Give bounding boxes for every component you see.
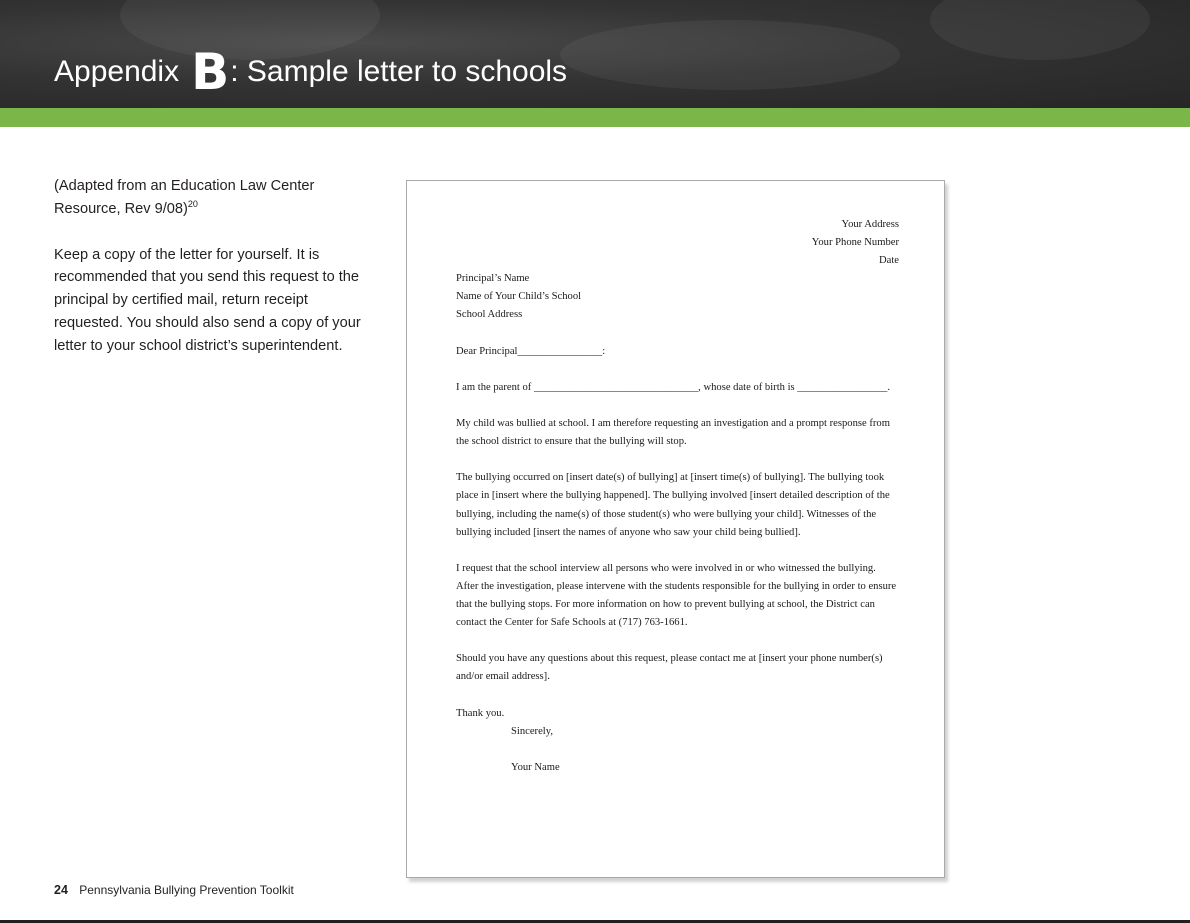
accent-bar bbox=[0, 108, 1190, 127]
title-prefix: Appendix bbox=[54, 55, 180, 88]
sample-letter bbox=[406, 180, 945, 878]
intro-text bbox=[54, 175, 374, 381]
page-title bbox=[54, 43, 568, 101]
publication-title: Pennsylvania Bullying Prevention Toolkit bbox=[79, 883, 294, 897]
sender-block bbox=[456, 216, 899, 270]
signature: Your Name bbox=[511, 761, 560, 773]
sender-phone: Your Phone Number bbox=[811, 237, 899, 249]
paragraph-details: The bullying occurred on [insert date(s) of bullying] at [insert time(s) of bullying]. The bullying took place in [insert where the bullying happened]. The bullying involved [insert detailed description of the bullying, including the name(s) of those student(s) who were bullying your child]. Witnesses of the bullying included [insert the names of anyone who saw your child being bullied]. bbox=[456, 472, 890, 538]
paragraph-parent: I am the parent of _______________________________, whose date of birth is _________________. bbox=[456, 381, 890, 393]
recipient-block bbox=[456, 270, 899, 324]
letter-body bbox=[456, 216, 899, 777]
paragraph-request: I request that the school interview all persons who were involved in or who witnessed the bullying. After the investigation, please intervene with the students responsible for the bullying in order to ensure that the bullying stops. For more information on how to prevent bullying at school, the District can contact the Center for Safe Schools at (717) 763-1661. bbox=[456, 562, 897, 629]
thanks: Thank you. bbox=[456, 707, 505, 719]
recipient-address: School Address bbox=[456, 309, 523, 321]
source-note bbox=[54, 175, 374, 221]
letter-date: Date bbox=[879, 255, 899, 267]
paragraph-contact: Should you have any questions about this request, please contact me at [insert your phone number(s) and/or email address]. bbox=[456, 653, 883, 683]
paragraph-bullied: My child was bullied at school. I am therefore requesting an investigation and a prompt response from the school district to ensure that the bullying will stop. bbox=[456, 418, 890, 448]
source-line: (Adapted from an Education Law Center Resource, Rev 9/08) bbox=[54, 178, 315, 217]
title-suffix: : Sample letter to schools bbox=[230, 55, 568, 88]
page-number: 24 bbox=[54, 883, 68, 897]
header-banner bbox=[0, 0, 1190, 108]
recipient-name: Principal’s Name bbox=[456, 273, 530, 285]
footnote-ref: 20 bbox=[187, 198, 198, 209]
appendix-letter: B bbox=[191, 43, 229, 101]
page-footer bbox=[54, 883, 294, 897]
sender-address: Your Address bbox=[841, 219, 899, 230]
recipient-school: Name of Your Child’s School bbox=[456, 291, 582, 303]
instructions: Keep a copy of the letter for yourself. It is recommended that you send this request to the principal by certified mail, return receipt requested. You should also send a copy of your letter to your school district’s superintendent. bbox=[54, 246, 361, 354]
salutation: Dear Principal________________: bbox=[456, 345, 606, 357]
closing: Sincerely, bbox=[511, 725, 553, 737]
